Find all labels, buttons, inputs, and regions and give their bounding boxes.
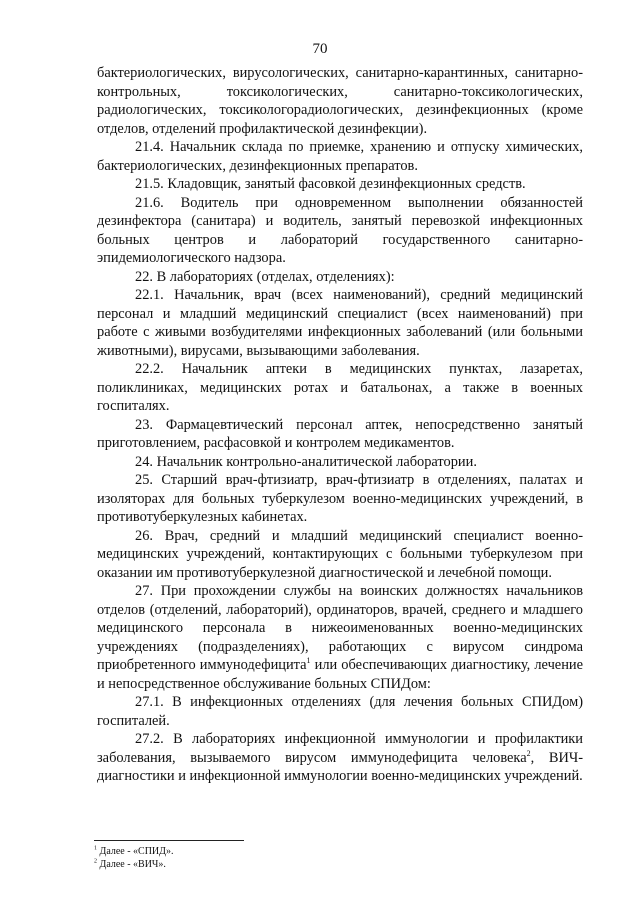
footnote-ref-1: 1 xyxy=(306,656,311,666)
footnote-ref-2: 2 xyxy=(526,748,531,758)
footnote-2 xyxy=(94,858,394,871)
paragraph-22: 22. В лабораториях (отделах, отделениях): xyxy=(135,268,395,285)
paragraph-27 xyxy=(97,582,583,693)
paragraph-continuation: бактериологических, вирусологических, санитарно-карантинных, санитарно-контрольных, токсикологических, санитарно-токсикологических, радиологических, токсикологорадиологических, дезинфекционных (кроме отделов, отделений профилактической дезинфекции). xyxy=(97,65,583,137)
paragraph-24: 24. Начальник контрольно-аналитической лаборатории. xyxy=(135,453,477,470)
paragraph-22-2: 22.2. Начальник аптеки в медицинских пунктах, лазаретах, поликлиниках, медицинских ротах и батальонах, а также в военных госпиталях. xyxy=(97,361,583,414)
footnote-2-number: 2 xyxy=(94,858,97,865)
footnote-1-number: 1 xyxy=(94,845,97,852)
paragraph-27-1: 27.1. В инфекционных отделениях (для лечения больных СПИДом) госпиталей. xyxy=(97,694,583,729)
footnote-divider xyxy=(94,840,244,841)
footnote-1 xyxy=(94,845,394,858)
paragraph-27-2-text-a: 27.2. В лабораториях инфекционной иммунологии и профилактики заболевания, вызываемого вирусом иммунодефицита человека xyxy=(97,731,583,766)
paragraph-27-text-b: или обеспечивающих диагностику, лечение и непосредственное обслуживание больных СПИДом: xyxy=(97,657,583,692)
paragraph-27-text-a: 27. При прохождении службы на воинских должностях начальников отделов (отделений, лабораторий), ординаторов, врачей, среднего и младшего медицинского персонала в нижеоименованных военно-медицинских учреждениях (подразделениях), работающих с вирусом синдрома приобретенного иммунодефицита xyxy=(97,583,583,673)
paragraph-21-6: 21.6. Водитель при одновременном выполнении обязанностей дезинфектора (санитара) и водитель, занятый перевозкой инфекционных больных центров и лабораторий государственного санитарно-эпидемиологического надзора. xyxy=(97,194,583,266)
paragraph-23: 23. Фармацевтический персонал аптек, непосредственно занятый приготовлением, расфасовкой и контролем медикаментов. xyxy=(97,416,583,451)
paragraph-27-2 xyxy=(97,730,583,786)
footnote-1-text: Далее - «СПИД». xyxy=(97,846,174,857)
paragraph-22-1: 22.1. Начальник, врач (всех наименований), средний медицинский персонал и младший медицинский специалист (всех наименований) при работе с живыми возбудителями инфекционных заболеваний (или больными животными), вирусами, вызывающими заболевания. xyxy=(97,287,583,359)
paragraph-21-4: 21.4. Начальник склада по приемке, хранению и отпуску химических, бактериологических, дезинфекционных препаратов. xyxy=(97,139,583,174)
paragraph-27-2-text-b: , ВИЧ-диагностики и инфекционной иммунологии военно-медицинских учреждений. xyxy=(97,749,583,784)
paragraph-25: 25. Старший врач-фтизиатр, врач-фтизиатр в отделениях, палатах и изоляторах для больных туберкулезом военно-медицинских учреждений, в противотуберкулезных кабинетах. xyxy=(97,472,583,525)
paragraph-26: 26. Врач, средний и младший медицинский специалист военно-медицинских учреждений, контактирующих с больными туберкулезом при оказании им противотуберкулезной диагностической и лечебной помощи. xyxy=(97,527,583,581)
paragraph-21-5: 21.5. Кладовщик, занятый фасовкой дезинфекционных средств. xyxy=(135,176,526,192)
footnote-2-text: Далее - «ВИЧ». xyxy=(97,859,166,870)
page-number: 70 xyxy=(312,41,328,57)
footnotes xyxy=(94,845,394,871)
body-text xyxy=(97,64,583,786)
